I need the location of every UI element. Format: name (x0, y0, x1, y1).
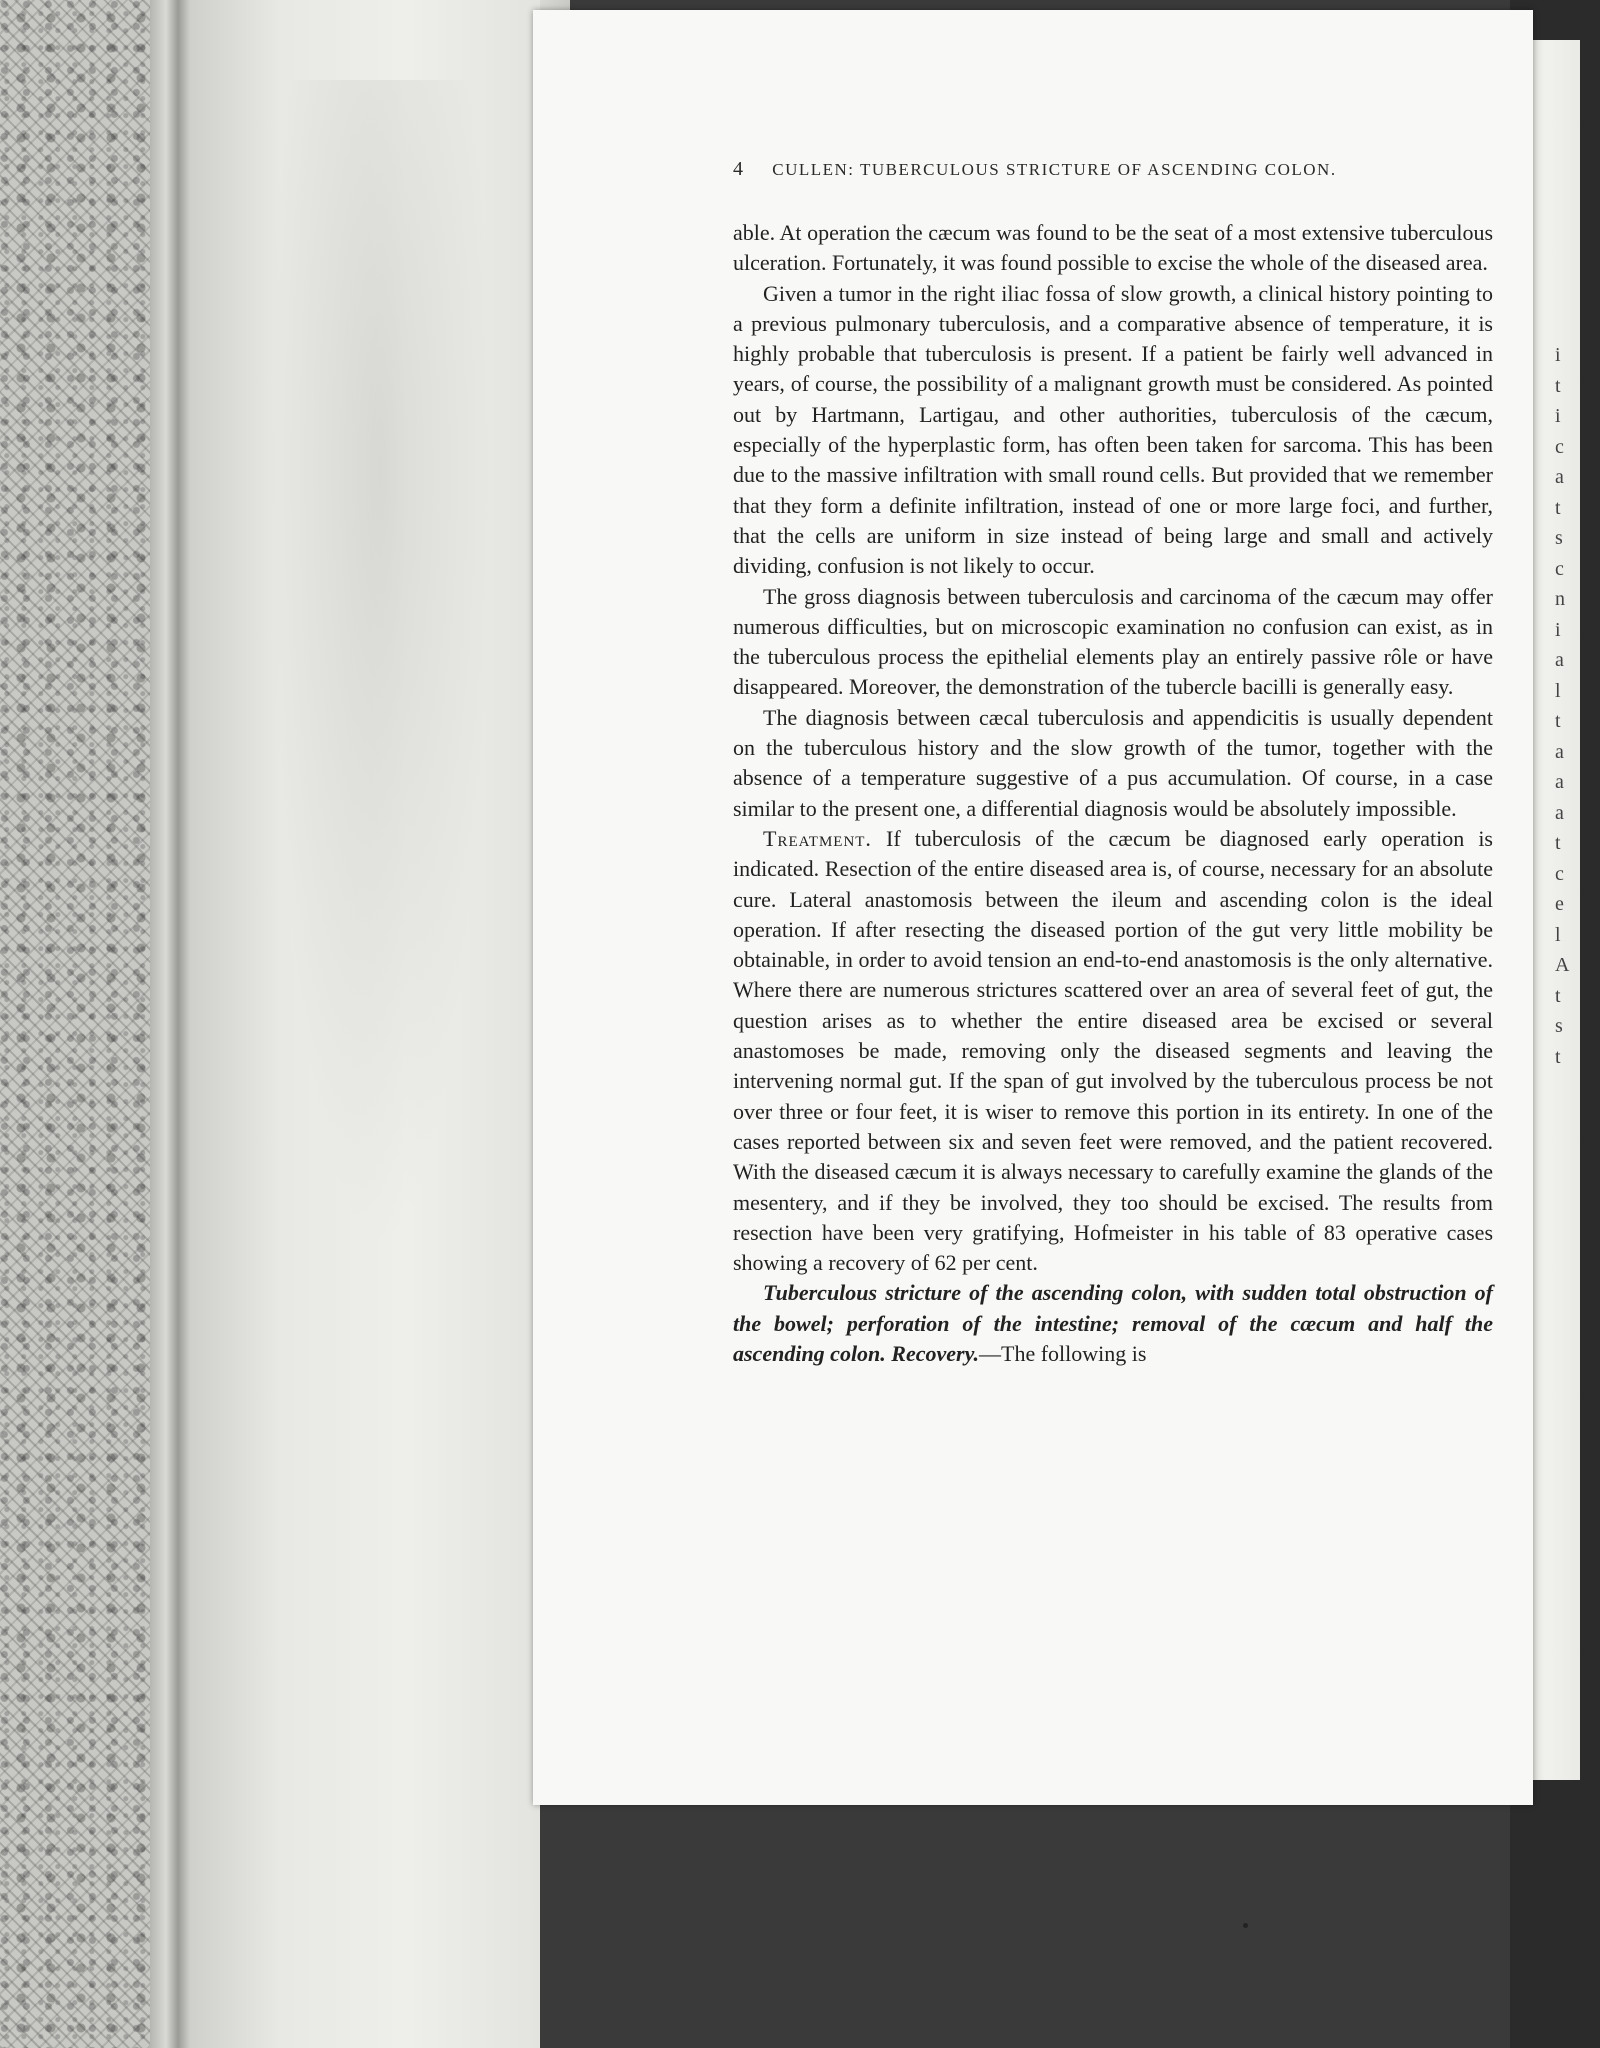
facing-page-letter: t (1555, 1045, 1561, 1068)
facing-page-letter: e (1555, 893, 1564, 915)
marbled-endpaper (0, 0, 165, 2048)
facing-page-letter: c (1555, 862, 1564, 885)
paragraph-1: able. At operation the cæcum was found to be the seat of a most extensive tuberculous ulceration. Fortunately, it was found possible to excise the whole of the diseased area. (733, 220, 1493, 276)
facing-page-letter: t (1555, 832, 1561, 854)
book-spine-edge (150, 0, 190, 2048)
book-page (533, 10, 1533, 1805)
running-title: CULLEN: TUBERCULOUS STRICTURE OF ASCENDING COLON. (772, 160, 1337, 179)
facing-page-letter: A (1555, 954, 1570, 976)
background-shadow (540, 1800, 1600, 2048)
paragraph-3: The gross diagnosis between tuberculosis and carcinoma of the cæcum may offer numerous difficulties, but on microscopic examination no confusion can exist, as in the tuberculous process the epithelial elements play an entirely passive rôle or have disappeared. Moreover, the demonstration of the tubercle bacilli is generally easy. (733, 583, 1493, 700)
body-text (733, 218, 1493, 1369)
facing-page-letter: t (1555, 710, 1561, 732)
treatment-heading: Treatment. (763, 825, 872, 851)
facing-page-letter: a (1555, 740, 1564, 763)
facing-page-letter: i (1555, 405, 1561, 427)
facing-page-letter: a (1555, 771, 1564, 793)
facing-page-letter: a (1555, 466, 1564, 488)
case-text: —The following is (979, 1340, 1147, 1366)
paragraph-treatment (733, 824, 1493, 1278)
case-heading: Tuberculous stricture of the ascending colon, with sudden total obstruction of the bowel; perforation of the intestine; removal of the cæcum and half the ascending colon. Recovery. (733, 1280, 1493, 1366)
facing-page-letter: t (1555, 374, 1561, 397)
facing-page-letter: a (1555, 801, 1564, 824)
facing-page-letter: l (1555, 679, 1561, 702)
facing-page-letter: s (1555, 527, 1563, 549)
facing-page-letter: c (1555, 557, 1564, 580)
facing-page-letter: a (1555, 649, 1564, 671)
facing-page-letter: i (1555, 344, 1561, 366)
facing-page-letter: s (1555, 1015, 1563, 1037)
blank-left-leaf (190, 0, 550, 2048)
facing-page-edge-letters (1555, 340, 1585, 1072)
facing-page-letter: t (1555, 984, 1561, 1007)
facing-page-letter: l (1555, 923, 1561, 946)
page-speck (1243, 1923, 1248, 1928)
treatment-text: If tuberculosis of the cæcum be diagnosed early operation is indicated. Resection of the entire diseased area is, of course, necessary for an absolute cure. Lateral anastomosis between the ileum and ascending colon is the ideal operation. If after resecting the diseased portion of the gut very little mobility be obtainable, in order to avoid tension an end-to-end anastomosis is the only alternative. Where there are numerous strictures scattered over an area of several feet of gut, the question arises as to whether the entire diseased area be excised or several anastomoses be made, removing only the diseased segments and leaving the intervening normal gut. If the span of gut involved by the tuberculous process be not over three or four feet, it is wiser to remove this portion in its entirety. In one of the cases reported between six and seven feet were removed, and the patient recovered. With the diseased cæcum it is always necessary to carefully examine the glands of the mesentery, and if they be involved, they too should be excised. The results from resection have been very gratifying, Hofmeister in his table of 83 operative cases showing a recovery of 62 per cent. (733, 825, 1493, 1276)
running-header (733, 158, 1493, 181)
paragraph-2: Given a tumor in the right iliac fossa of slow growth, a clinical history pointing to a previous pulmonary tuberculosis, and a comparative absence of temperature, it is highly probable that tuberculosis is present. If a patient be fairly well advanced in years, of course, the possibility of a malignant growth must be considered. As pointed out by Hartmann, Lartigau, and other authorities, tuberculosis of the cæcum, especially of the hyperplastic form, has often been taken for sarcoma. This has been due to the massive infiltration with small round cells. But provided that we remember that they form a definite infiltration, instead of one or more large foci, and further, that the cells are uniform in size instead of being large and small and actively dividing, confusion is not likely to occur. (733, 280, 1493, 579)
page-number: 4 (733, 158, 745, 180)
facing-page-letter: c (1555, 435, 1564, 458)
facing-page-letter: n (1555, 588, 1565, 610)
paragraph-case-report (733, 1278, 1493, 1369)
facing-page-letter: i (1555, 618, 1561, 641)
paragraph-4: The diagnosis between cæcal tuberculosis and appendicitis is usually dependent on the tuberculous history and the slow growth of the tumor, together with the absence of a temperature suggestive of a pus accumulation. Of course, in a case similar to the present one, a differential diagnosis would be absolutely impossible. (733, 704, 1493, 821)
facing-page-letter: t (1555, 496, 1561, 519)
